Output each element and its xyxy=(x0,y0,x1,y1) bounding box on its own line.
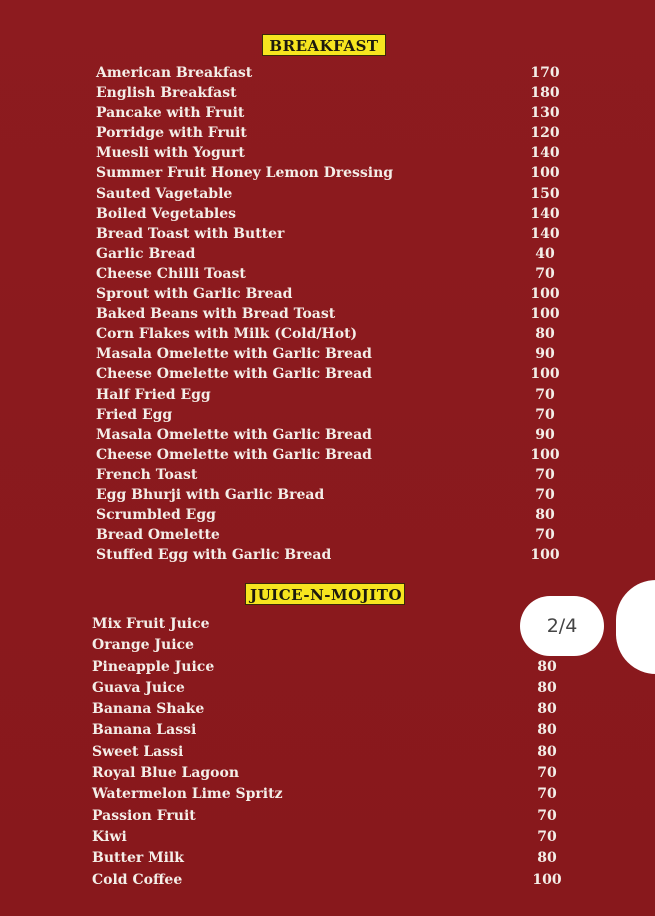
juice-heading: JUICE-N-MOJITO xyxy=(245,583,405,605)
breakfast-row xyxy=(0,264,655,284)
juice-row xyxy=(0,742,655,763)
breakfast-item-price: 150 xyxy=(530,185,560,202)
juice-item-price: 80 xyxy=(537,658,557,675)
juice-item-price: 80 xyxy=(537,722,557,739)
breakfast-item-price: 90 xyxy=(535,346,555,363)
juice-row xyxy=(0,827,655,848)
juice-item-price: 80 xyxy=(537,850,557,867)
breakfast-row xyxy=(0,505,655,525)
juice-item-name: Sweet Lassi xyxy=(92,743,184,760)
juice-row xyxy=(0,848,655,869)
juice-item-name: Guava Juice xyxy=(92,679,185,696)
breakfast-row xyxy=(0,204,655,224)
breakfast-item-name: Bread Toast with Butter xyxy=(96,225,285,242)
breakfast-item-price: 140 xyxy=(530,225,560,242)
juice-row xyxy=(0,699,655,720)
breakfast-heading: BREAKFAST xyxy=(262,34,386,56)
breakfast-item-name: Baked Beans with Bread Toast xyxy=(96,306,336,323)
breakfast-item-price: 100 xyxy=(530,306,560,323)
breakfast-item-price: 100 xyxy=(530,366,560,383)
juice-item-name: Passion Fruit xyxy=(92,807,196,824)
juice-row xyxy=(0,763,655,784)
breakfast-row xyxy=(0,224,655,244)
breakfast-item-price: 70 xyxy=(535,386,555,403)
breakfast-item-name: Sprout with Garlic Bread xyxy=(96,286,293,303)
breakfast-row xyxy=(0,184,655,204)
breakfast-row xyxy=(0,123,655,143)
breakfast-row xyxy=(0,445,655,465)
juice-item-name: Banana Lassi xyxy=(92,722,197,739)
juice-row xyxy=(0,657,655,678)
breakfast-item-price: 70 xyxy=(535,527,555,544)
juice-item-name: Mix Fruit Juice xyxy=(92,616,210,632)
breakfast-row xyxy=(0,485,655,505)
breakfast-row xyxy=(0,465,655,485)
breakfast-item-name: Cheese Chilli Toast xyxy=(96,265,246,282)
juice-item-name: Royal Blue Lagoon xyxy=(92,765,240,782)
breakfast-row xyxy=(0,163,655,183)
breakfast-item-name: Egg Bhurji with Garlic Bread xyxy=(96,486,325,503)
juice-item-name: Orange Juice xyxy=(92,637,194,654)
breakfast-row xyxy=(0,425,655,445)
juice-item-name: Watermelon Lime Spritz xyxy=(92,786,283,803)
breakfast-item-name: Corn Flakes with Milk (Cold/Hot) xyxy=(96,326,358,343)
breakfast-item-name: Summer Fruit Honey Lemon Dressing xyxy=(96,165,394,182)
breakfast-item-name: Boiled Vegetables xyxy=(96,205,236,222)
juice-item-name: Butter Milk xyxy=(92,850,184,867)
breakfast-row xyxy=(0,344,655,364)
juice-row xyxy=(0,806,655,827)
breakfast-list xyxy=(0,63,655,565)
juice-item-name: Kiwi xyxy=(92,828,127,845)
juice-item-name: Cold Coffee xyxy=(92,871,183,888)
breakfast-item-name: Stuffed Egg with Garlic Bread xyxy=(96,547,332,564)
juice-item-price: 70 xyxy=(537,828,557,845)
breakfast-item-price: 140 xyxy=(530,145,560,162)
breakfast-row xyxy=(0,324,655,344)
breakfast-item-price: 40 xyxy=(535,245,555,262)
breakfast-item-price: 70 xyxy=(535,265,555,282)
breakfast-item-name: Porridge with Fruit xyxy=(96,125,247,142)
breakfast-item-name: Fried Egg xyxy=(96,406,173,423)
juice-row xyxy=(0,870,655,891)
breakfast-item-name: Garlic Bread xyxy=(96,245,196,262)
breakfast-item-price: 80 xyxy=(535,507,555,524)
breakfast-item-price: 90 xyxy=(535,426,555,443)
page-indicator: 2/4 xyxy=(520,596,604,656)
breakfast-row xyxy=(0,364,655,384)
breakfast-item-name: Pancake with Fruit xyxy=(96,105,245,122)
juice-item-price: 80 xyxy=(537,701,557,718)
breakfast-row xyxy=(0,103,655,123)
breakfast-row xyxy=(0,143,655,163)
breakfast-item-name: Half Fried Egg xyxy=(96,386,211,403)
breakfast-row xyxy=(0,244,655,264)
breakfast-item-name: Sauted Vagetable xyxy=(96,185,233,202)
breakfast-item-price: 170 xyxy=(530,65,560,81)
breakfast-item-price: 100 xyxy=(530,547,560,564)
breakfast-item-name: American Breakfast xyxy=(96,65,253,81)
breakfast-item-price: 70 xyxy=(535,466,555,483)
juice-item-price: 100 xyxy=(532,871,562,888)
breakfast-item-name: Cheese Omelette with Garlic Bread xyxy=(96,366,372,383)
breakfast-item-price: 120 xyxy=(530,125,560,142)
juice-item-price: 70 xyxy=(537,807,557,824)
breakfast-item-price: 140 xyxy=(530,205,560,222)
juice-item-name: Pineapple Juice xyxy=(92,658,215,675)
breakfast-item-name: Muesli with Yogurt xyxy=(96,145,245,162)
juice-item-price: 70 xyxy=(537,765,557,782)
breakfast-item-price: 100 xyxy=(530,286,560,303)
breakfast-row xyxy=(0,284,655,304)
breakfast-item-name: French Toast xyxy=(96,466,198,483)
breakfast-item-price: 130 xyxy=(530,105,560,122)
breakfast-item-name: English Breakfast xyxy=(96,85,237,102)
breakfast-item-name: Masala Omelette with Garlic Bread xyxy=(96,346,372,363)
juice-item-name: Banana Shake xyxy=(92,701,205,718)
breakfast-item-name: Cheese Omelette with Garlic Bread xyxy=(96,446,372,463)
breakfast-item-name: Scrumbled Egg xyxy=(96,507,216,524)
breakfast-row xyxy=(0,63,655,83)
juice-row xyxy=(0,784,655,805)
breakfast-item-name: Masala Omelette with Garlic Bread xyxy=(96,426,372,443)
breakfast-row xyxy=(0,545,655,565)
breakfast-item-price: 70 xyxy=(535,486,555,503)
breakfast-item-name: Bread Omelette xyxy=(96,527,220,544)
juice-row xyxy=(0,678,655,699)
breakfast-item-price: 100 xyxy=(530,446,560,463)
juice-item-price: 80 xyxy=(537,679,557,696)
breakfast-row xyxy=(0,405,655,425)
juice-item-price: 70 xyxy=(537,786,557,803)
breakfast-item-price: 180 xyxy=(530,85,560,102)
breakfast-item-price: 100 xyxy=(530,165,560,182)
breakfast-item-price: 80 xyxy=(535,326,555,343)
breakfast-row xyxy=(0,83,655,103)
breakfast-row xyxy=(0,385,655,405)
breakfast-row xyxy=(0,304,655,324)
juice-row xyxy=(0,720,655,741)
breakfast-row xyxy=(0,525,655,545)
juice-item-price: 80 xyxy=(537,743,557,760)
breakfast-item-price: 70 xyxy=(535,406,555,423)
